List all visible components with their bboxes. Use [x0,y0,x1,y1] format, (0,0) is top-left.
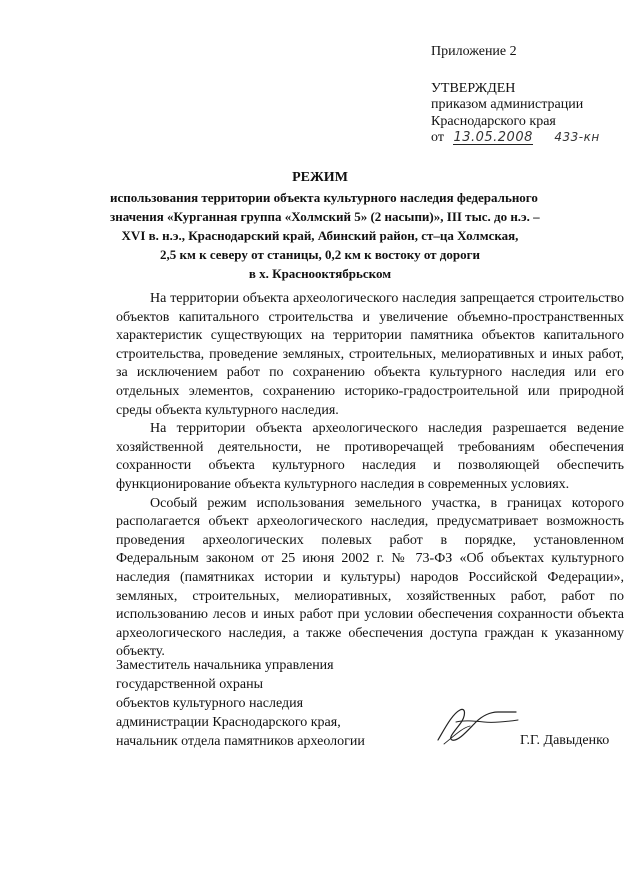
subtitle-line: использования территории объекта культурного наследия федерального [110,190,538,205]
annex-label: Приложение 2 [431,44,517,59]
document-subtitle [110,188,540,283]
body-text [116,290,624,662]
signatory-position [116,656,446,751]
approval-block [431,44,636,147]
subtitle-line: в х. Краснооктябрьском [248,266,392,281]
handwritten-order-number: 433-кн [554,130,600,144]
handwritten-date: 13.05.2008 [453,130,533,145]
signer-name: Г.Г. Давыденко [520,733,610,748]
signatory-line: объектов культурного наследия [116,696,304,711]
date-line [431,130,636,147]
subtitle-line: значения «Курганная группа «Холмский 5» (2 насыпи)», III тыс. до н.э. – [110,209,540,224]
signatory-line: начальник отдела памятников археологии [116,734,365,749]
subtitle-line: XVI в. н.э., Краснодарский край, Абинский район, ст–ца Холмская, [121,228,519,243]
subtitle-line: 2,5 км к северу от станицы, 0,2 км к востоку от дороги [159,247,480,262]
paragraph-special-regime: Особый режим использования земельного участка, в границах которого располагается объект археологического наследия, предусматривает возможность проведения археологических полевых работ в порядке, установленном Федеральным законом от 25 июня 2002 г. № 73-ФЗ «Об объектах культурного наследия (памятниках истории и культуры) народов Российской Федерации», земляных, строительных, мелиоративных, хозяйственных работ, работ по использованию лесов и иных работ при условии обеспечения сохранности объекта археологического наследия, а также обеспечения доступа граждан к указанному объекту. [116,495,624,660]
handwritten-signature [430,700,520,750]
document-title: РЕЖИМ [292,170,348,185]
signatory-line: Заместитель начальника управления [116,658,334,673]
paragraph-prohibition: На территории объекта археологического наследия запрещается строительство объектов капитального строительства и увеличение объемно-пространственных характеристик существующих на территории памятника объектов капитального строительства, проведение земляных, строительных, мелиоративных и иных работ, за исключением работ по сохранению объекта культурного наследия или его отдельных элементов, сохранению историко-градостроительной или природной среды объекта культурного наследия. [116,291,624,418]
paragraph-permission: На территории объекта археологического наследия разрешается ведение хозяйственной деятельности, не противоречащей требованиям обеспечения сохранности объекта культурного наследия и позволяющей обеспечить функционирование объекта культурного наследия в современных условиях. [116,421,624,492]
signatory-line: администрации Краснодарского края, [116,715,341,730]
date-prefix: от [431,130,444,145]
order-line-2: Краснодарского края [431,113,556,129]
approved-label: УТВЕРЖДЕН [431,80,516,96]
order-line-1: приказом администрации [431,97,584,112]
signatory-line: государственной охраны [116,677,264,692]
